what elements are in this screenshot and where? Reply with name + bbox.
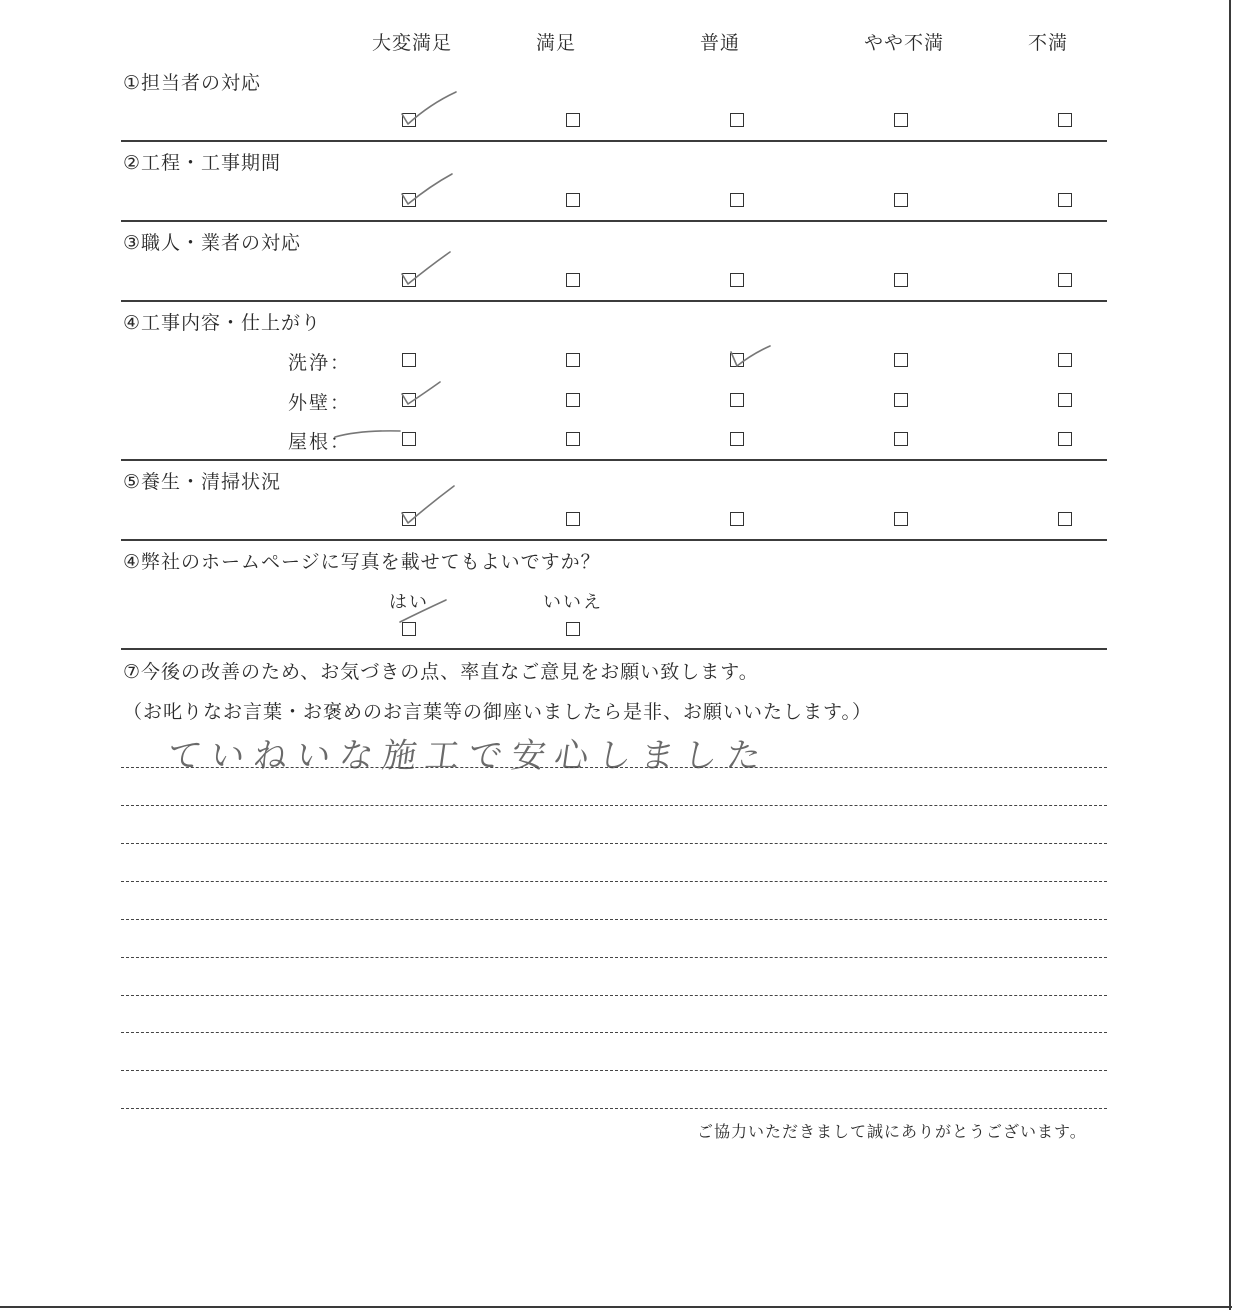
section-divider bbox=[121, 140, 1107, 142]
column-header-satisfied: 満足 bbox=[535, 32, 577, 54]
homepage-no-checkbox[interactable] bbox=[566, 622, 580, 636]
q4-wash-checkbox-dissatisfied[interactable] bbox=[1058, 353, 1072, 367]
q3-checkbox-somewhat-dissatisfied[interactable] bbox=[894, 273, 908, 287]
homepage-no-label: いいえ bbox=[543, 592, 603, 613]
comment-line bbox=[121, 881, 1107, 882]
q3-checkbox-very-satisfied[interactable] bbox=[402, 273, 416, 287]
column-header-somewhat-dissatisfied: やや不満 bbox=[863, 32, 945, 54]
comment-line bbox=[121, 957, 1107, 958]
column-header-very-satisfied: 大変満足 bbox=[371, 32, 453, 54]
q1-checkbox-very-satisfied[interactable] bbox=[402, 113, 416, 127]
q4-roof-checkbox-neutral[interactable] bbox=[730, 432, 744, 446]
question-1-title: ①担当者の対応 bbox=[123, 72, 262, 94]
section-divider bbox=[121, 220, 1107, 222]
q4-wall-checkbox-very-satisfied[interactable] bbox=[402, 393, 416, 407]
page-edge-bottom bbox=[0, 1306, 1232, 1308]
q1-checkbox-neutral[interactable] bbox=[730, 113, 744, 127]
homepage-yes-checkbox[interactable] bbox=[402, 622, 416, 636]
comment-line bbox=[121, 1070, 1107, 1071]
question-5-title: ⑤養生・清掃状況 bbox=[123, 471, 282, 493]
comment-line bbox=[121, 919, 1107, 920]
q5-checkbox-somewhat-dissatisfied[interactable] bbox=[894, 512, 908, 526]
comments-prompt-line2: （お叱りなお言葉・お褒めのお言葉等の御座いましたら是非、お願いいたします。） bbox=[123, 701, 872, 723]
q2-checkbox-satisfied[interactable] bbox=[566, 193, 580, 207]
q2-checkbox-very-satisfied[interactable] bbox=[402, 193, 416, 207]
q4-wall-checkbox-satisfied[interactable] bbox=[566, 393, 580, 407]
comment-line bbox=[121, 843, 1107, 844]
page-edge-right bbox=[1229, 0, 1231, 1310]
homepage-question-title: ④弊社のホームページに写真を載せてもよいですか？ bbox=[123, 551, 601, 573]
q4-wall-checkbox-somewhat-dissatisfied[interactable] bbox=[894, 393, 908, 407]
question-3-title: ③職人・業者の対応 bbox=[123, 232, 302, 254]
section-divider bbox=[121, 459, 1107, 461]
section-divider bbox=[121, 648, 1107, 650]
homepage-yes-label: はい bbox=[389, 592, 429, 613]
q2-checkbox-dissatisfied[interactable] bbox=[1058, 193, 1072, 207]
comment-line bbox=[121, 995, 1107, 996]
q4-wash-checkbox-satisfied[interactable] bbox=[566, 353, 580, 367]
q4-wash-checkbox-somewhat-dissatisfied[interactable] bbox=[894, 353, 908, 367]
q4-wall-checkbox-dissatisfied[interactable] bbox=[1058, 393, 1072, 407]
column-header-dissatisfied: 不満 bbox=[1027, 32, 1069, 54]
q4-roof-checkbox-dissatisfied[interactable] bbox=[1058, 432, 1072, 446]
comment-line bbox=[121, 1032, 1107, 1033]
q4-item-wash-label: 洗浄： bbox=[288, 352, 352, 374]
q3-checkbox-neutral[interactable] bbox=[730, 273, 744, 287]
q4-roof-checkbox-very-satisfied[interactable] bbox=[402, 432, 416, 446]
q3-checkbox-dissatisfied[interactable] bbox=[1058, 273, 1072, 287]
q4-roof-checkbox-satisfied[interactable] bbox=[566, 432, 580, 446]
comment-line bbox=[121, 767, 1107, 768]
q2-checkbox-somewhat-dissatisfied[interactable] bbox=[894, 193, 908, 207]
q4-wall-checkbox-neutral[interactable] bbox=[730, 393, 744, 407]
q1-checkbox-dissatisfied[interactable] bbox=[1058, 113, 1072, 127]
q4-wash-checkbox-very-satisfied[interactable] bbox=[402, 353, 416, 367]
q4-item-roof-label: 屋根： bbox=[288, 431, 352, 453]
section-divider bbox=[121, 539, 1107, 541]
comment-line bbox=[121, 805, 1107, 806]
section-divider bbox=[121, 300, 1107, 302]
q4-item-wall-label: 外壁： bbox=[288, 392, 352, 414]
q2-checkbox-neutral[interactable] bbox=[730, 193, 744, 207]
q3-checkbox-satisfied[interactable] bbox=[566, 273, 580, 287]
question-4-title: ④工事内容・仕上がり bbox=[123, 312, 322, 334]
q4-wash-checkbox-neutral[interactable] bbox=[730, 353, 744, 367]
q5-checkbox-dissatisfied[interactable] bbox=[1058, 512, 1072, 526]
handwritten-comment: ていねいな施工で安心しました bbox=[164, 736, 773, 776]
thank-you-note: ご協力いただきまして誠にありがとうございます。 bbox=[697, 1122, 1087, 1141]
q1-checkbox-satisfied[interactable] bbox=[566, 113, 580, 127]
q5-checkbox-neutral[interactable] bbox=[730, 512, 744, 526]
q4-roof-checkbox-somewhat-dissatisfied[interactable] bbox=[894, 432, 908, 446]
q5-checkbox-very-satisfied[interactable] bbox=[402, 512, 416, 526]
q5-checkbox-satisfied[interactable] bbox=[566, 512, 580, 526]
question-2-title: ②工程・工事期間 bbox=[123, 152, 282, 174]
comments-prompt-line1: ⑦今後の改善のため、お気づきの点、率直なご意見をお願い致します。 bbox=[123, 661, 759, 683]
q1-checkbox-somewhat-dissatisfied[interactable] bbox=[894, 113, 908, 127]
column-header-neutral: 普通 bbox=[699, 32, 741, 54]
comment-line bbox=[121, 1108, 1107, 1109]
